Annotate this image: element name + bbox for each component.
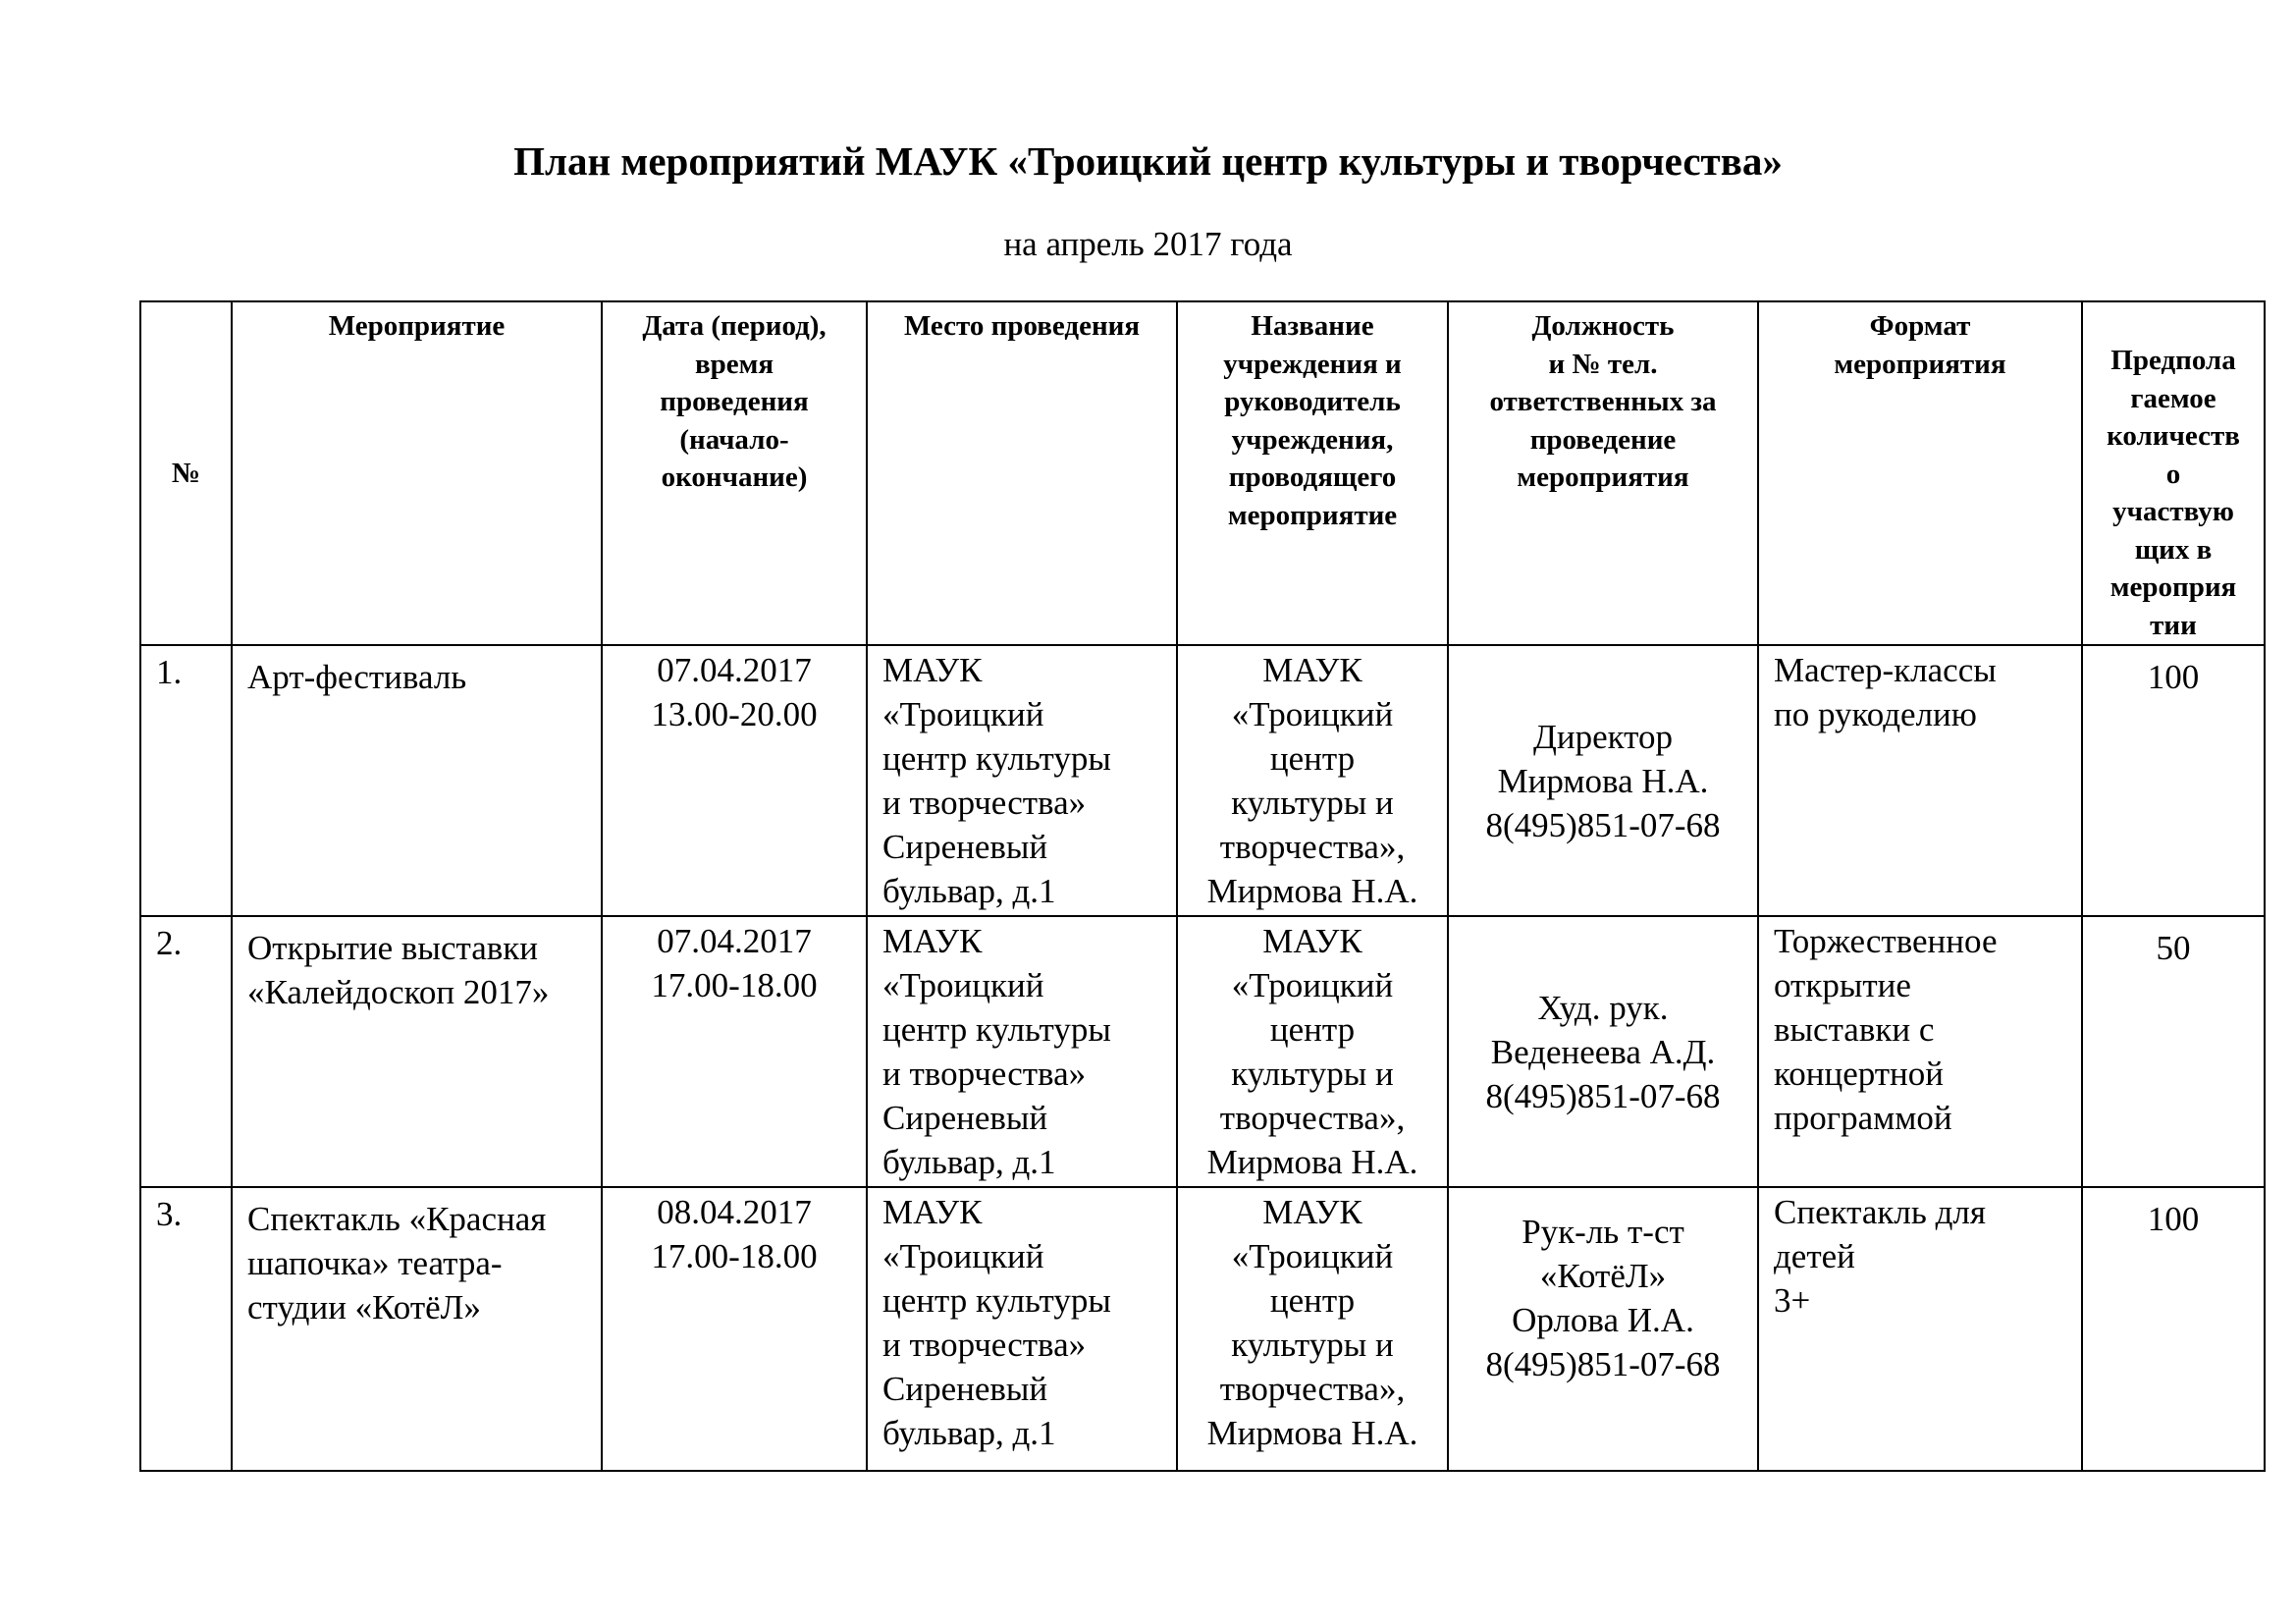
cell-line: Спектакль для (1774, 1193, 1986, 1231)
cell-line: Должность (1531, 310, 1675, 342)
table-header-row (140, 301, 2265, 645)
cell-line: Мирмова Н.А. (1497, 761, 1709, 800)
cell-line: Сиреневый (882, 828, 1048, 866)
cell-place (867, 1187, 1177, 1471)
header-organizer (1177, 301, 1448, 645)
cell-datetime (602, 645, 867, 916)
cell-line: 3+ (1774, 1281, 1811, 1320)
cell-line: и творчества» (882, 784, 1087, 822)
cell-line: мероприятия (1834, 348, 2006, 380)
cell-line: Арт-фестиваль (247, 658, 467, 696)
cell-line: «Троицкий (1231, 695, 1394, 733)
header-participants (2082, 301, 2265, 645)
page-title: План мероприятий МАУК «Троицкий центр культуры и творчества» (513, 138, 1783, 184)
cell-line: Спектакль «Красная (247, 1200, 547, 1238)
cell-line: открытие (1774, 966, 1911, 1004)
cell-line: бульвар, д.1 (882, 1414, 1056, 1452)
cell-line: центр культуры (882, 739, 1111, 778)
cell-line: проводящего (1228, 461, 1397, 493)
cell-line: Орлова И.А. (1512, 1301, 1694, 1339)
cell-line: центр (1269, 739, 1356, 778)
cell-line: центр культуры (882, 1010, 1111, 1049)
header-responsible (1448, 301, 1758, 645)
cell-line: центр (1269, 1010, 1356, 1049)
cell-line: творчества», (1219, 1370, 1406, 1408)
header-number (140, 301, 232, 645)
cell-line: количеств (2107, 420, 2240, 452)
cell-line: 07.04.2017 (657, 922, 812, 960)
cell-line: 13.00-20.00 (651, 695, 818, 733)
cell-format (1758, 916, 2082, 1187)
cell-line: МАУК (882, 1193, 983, 1231)
table-row (140, 1187, 2265, 1471)
cell-line: ответственных за (1489, 386, 1717, 417)
cell-place (867, 916, 1177, 1187)
cell-line: окончание) (661, 461, 808, 493)
cell-line: учреждения и (1223, 348, 1402, 380)
cell-line: учреждения, (1231, 423, 1394, 456)
cell-line: мероприя (2109, 571, 2237, 603)
cell-line: выставки с (1774, 1010, 1935, 1049)
cell-line: гаемое (2130, 382, 2216, 414)
cell-line: «Троицкий (882, 695, 1044, 733)
cell-line: о (2165, 458, 2181, 490)
cell-datetime (602, 1187, 867, 1471)
cell-participants: 100 (2082, 1187, 2265, 1471)
cell-organizer (1177, 916, 1448, 1187)
cell-datetime (602, 916, 867, 1187)
cell-line: тии (2150, 609, 2197, 641)
cell-line: МАУК (882, 651, 983, 689)
cell-line: культуры и (1231, 1326, 1394, 1364)
cell-line: Рук-ль т-ст (1522, 1213, 1684, 1251)
cell-line: Дата (период), (642, 310, 827, 342)
cell-line: МАУК (1262, 1193, 1362, 1231)
cell-line: и творчества» (882, 1055, 1087, 1093)
cell-line: 8(495)851-07-68 (1485, 805, 1721, 844)
cell-line: Название (1251, 310, 1374, 342)
cell-line: № (171, 457, 201, 489)
cell-line: МАУК (882, 922, 983, 960)
cell-number: 3. (140, 1187, 232, 1471)
cell-line: время (694, 348, 774, 380)
table-row (140, 916, 2265, 1187)
cell-line: центр культуры (882, 1281, 1111, 1320)
cell-line: Сиреневый (882, 1370, 1048, 1408)
cell-responsible (1448, 645, 1758, 916)
cell-line: концертной (1774, 1055, 1945, 1093)
cell-line: проведение (1529, 423, 1677, 456)
cell-line: Веденеева А.Д. (1490, 1032, 1716, 1071)
cell-line: Предпола (2110, 345, 2236, 376)
cell-line: и творчества» (882, 1326, 1087, 1364)
cell-line: МАУК (1262, 922, 1362, 960)
cell-line: Формат (1869, 310, 1971, 342)
cell-line: Мирмова Н.А. (1206, 1143, 1418, 1181)
cell-number: 2. (140, 916, 232, 1187)
cell-event (232, 645, 602, 916)
table-row (140, 645, 2265, 916)
cell-line: творчества», (1219, 1099, 1406, 1137)
cell-event (232, 1187, 602, 1471)
cell-place (867, 645, 1177, 916)
cell-format (1758, 645, 2082, 916)
cell-line: центр (1269, 1281, 1356, 1320)
cell-line: шапочка» театра- (247, 1244, 503, 1282)
cell-line: 8(495)851-07-68 (1485, 1345, 1721, 1383)
cell-line: мероприятия (1517, 461, 1689, 493)
cell-responsible (1448, 1187, 1758, 1471)
cell-line: «Калейдоскоп 2017» (247, 973, 550, 1011)
cell-line: Торжественное (1774, 922, 1998, 960)
cell-line: мероприятие (1227, 499, 1398, 531)
cell-line: щих в (2134, 533, 2213, 566)
cell-line: по рукоделию (1774, 695, 1977, 733)
cell-line: проведения (660, 386, 809, 417)
cell-line: детей (1774, 1237, 1855, 1275)
cell-line: «Троицкий (1231, 1237, 1394, 1275)
cell-line: 08.04.2017 (657, 1193, 812, 1231)
cell-line: Открытие выставки (247, 929, 538, 967)
cell-organizer (1177, 1187, 1448, 1471)
cell-line: «Троицкий (1231, 966, 1394, 1004)
cell-line: 17.00-18.00 (651, 1237, 818, 1275)
cell-line: и № тел. (1548, 348, 1658, 380)
cell-participants: 50 (2082, 916, 2265, 1187)
cell-line: МАУК (1262, 651, 1362, 689)
cell-line: Место проведения (903, 310, 1141, 342)
cell-line: участвую (2112, 496, 2234, 527)
header-place (867, 301, 1177, 645)
cell-line: 8(495)851-07-68 (1485, 1076, 1721, 1115)
cell-line: культуры и (1231, 784, 1394, 822)
cell-organizer (1177, 645, 1448, 916)
cell-line: «КотёЛ» (1539, 1257, 1667, 1295)
cell-line: 17.00-18.00 (651, 966, 818, 1004)
cell-line: руководитель (1224, 386, 1401, 417)
cell-responsible (1448, 916, 1758, 1187)
cell-line: программой (1774, 1099, 1952, 1137)
page-subtitle: на апрель 2017 года (1003, 225, 1293, 263)
cell-event (232, 916, 602, 1187)
cell-line: Директор (1532, 717, 1674, 756)
cell-line: культуры и (1231, 1055, 1394, 1093)
cell-line: бульвар, д.1 (882, 872, 1056, 910)
cell-line: Мероприятие (328, 310, 506, 342)
events-table (139, 300, 2266, 1472)
cell-number: 1. (140, 645, 232, 916)
cell-line: (начало- (679, 423, 789, 456)
cell-participants: 100 (2082, 645, 2265, 916)
cell-line: 07.04.2017 (657, 651, 812, 689)
header-datetime (602, 301, 867, 645)
cell-line: бульвар, д.1 (882, 1143, 1056, 1181)
cell-line: Сиреневый (882, 1099, 1048, 1137)
cell-line: Мирмова Н.А. (1206, 872, 1418, 910)
cell-line: «Троицкий (882, 966, 1044, 1004)
cell-line: Мастер-классы (1774, 651, 1997, 689)
header-format (1758, 301, 2082, 645)
cell-line: «Троицкий (882, 1237, 1044, 1275)
cell-line: творчества», (1219, 828, 1406, 866)
header-event (232, 301, 602, 645)
cell-line: студии «КотёЛ» (247, 1288, 481, 1326)
cell-line: Худ. рук. (1537, 988, 1669, 1027)
cell-format (1758, 1187, 2082, 1471)
cell-line: Мирмова Н.А. (1206, 1414, 1418, 1452)
